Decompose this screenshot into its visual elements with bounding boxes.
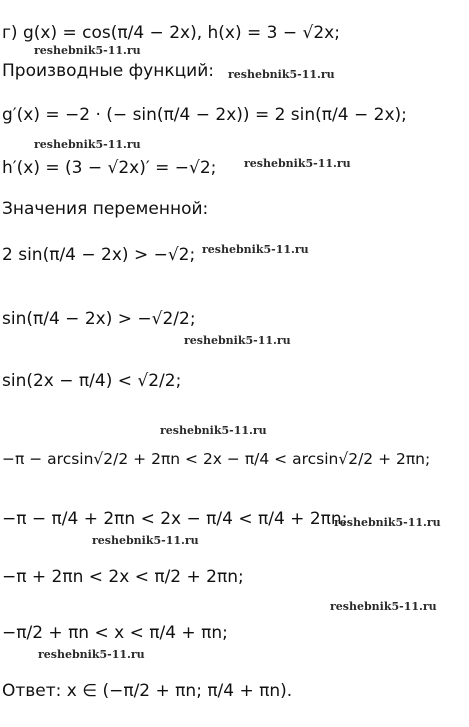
task-line-1	[2, 22, 465, 44]
inequality-4	[2, 448, 465, 470]
watermark-text: reshebnik5-11.ru	[38, 648, 145, 661]
g-derivative-text: g′(x) = −2 · (− sin(π/4 − 2x)) = 2 sin(π/4 − 2x);	[2, 105, 407, 125]
watermark-text: reshebnik5-11.ru	[334, 516, 441, 529]
watermark-text: reshebnik5-11.ru	[184, 334, 291, 347]
answer-text: Ответ: x ∈ (−π/2 + πn; π/4 + πn).	[2, 681, 293, 701]
values-heading	[2, 198, 465, 220]
inequality-text: −π − π/4 + 2πn < 2x − π/4 < π/4 + 2πn;	[2, 509, 348, 529]
watermark-text: reshebnik5-11.ru	[244, 157, 351, 170]
watermark-text: reshebnik5-11.ru	[202, 243, 309, 256]
inequality-text: sin(2x − π/4) < √2/2;	[2, 371, 182, 391]
watermark-text: reshebnik5-11.ru	[34, 138, 141, 151]
heading-text: Производные функций:	[2, 61, 215, 81]
inequality-text: −π/2 + πn < x < π/4 + πn;	[2, 623, 228, 643]
task-text: г) g(x) = cos(π/4 − 2x), h(x) = 3 − √2x;	[2, 23, 340, 43]
inequality-text: −π + 2πn < 2x < π/2 + 2πn;	[2, 567, 244, 587]
inequality-7	[2, 622, 465, 644]
heading-text: Значения переменной:	[2, 199, 209, 219]
watermark-text: reshebnik5-11.ru	[34, 44, 141, 57]
watermark-text: reshebnik5-11.ru	[92, 534, 199, 547]
inequality-3	[2, 370, 465, 392]
inequality-text: −π − arcsin√2/2 + 2πn < 2x − π/4 < arcsin√2/2 + 2πn;	[2, 450, 431, 468]
inequality-6	[2, 566, 465, 588]
h-derivative-line	[2, 157, 465, 179]
inequality-text: 2 sin(π/4 − 2x) > −√2;	[2, 245, 196, 265]
answer-line	[2, 680, 465, 702]
watermark-text: reshebnik5-11.ru	[330, 600, 437, 613]
g-derivative-line	[2, 104, 465, 126]
inequality-2	[2, 308, 465, 330]
inequality-text: sin(π/4 − 2x) > −√2/2;	[2, 309, 196, 329]
h-derivative-text: h′(x) = (3 − √2x)′ = −√2;	[2, 158, 217, 178]
watermark-text: reshebnik5-11.ru	[160, 424, 267, 437]
watermark-text: reshebnik5-11.ru	[228, 68, 335, 81]
